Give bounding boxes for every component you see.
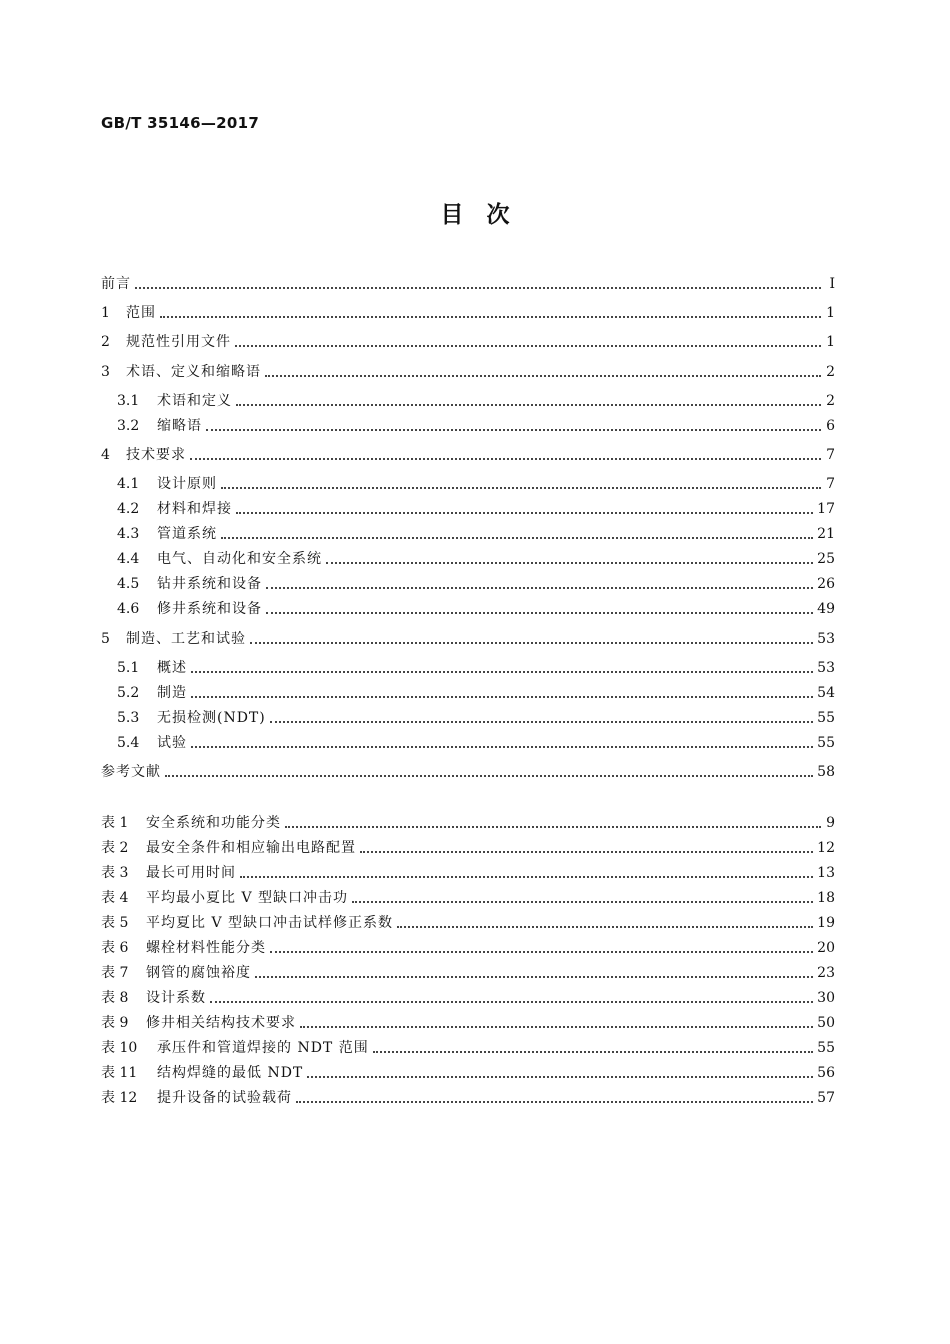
- toc-entry-number: 4.5: [117, 576, 140, 592]
- dot-leader: [191, 736, 813, 748]
- toc-entry-page: 9: [826, 815, 835, 831]
- toc-entry-number: 表 12: [101, 1090, 138, 1106]
- toc-entry-label: 钢管的腐蚀裕度: [146, 965, 251, 981]
- toc-entry[interactable]: [117, 474, 835, 494]
- toc-entry-page: Ⅰ: [829, 276, 835, 292]
- dot-leader: [255, 966, 813, 978]
- toc-entry[interactable]: [101, 1063, 835, 1083]
- dot-leader: [397, 916, 813, 928]
- toc-entry-number: 表 1: [101, 815, 129, 831]
- toc-entry-number: 表 4: [101, 890, 129, 906]
- dot-leader: [373, 1041, 813, 1053]
- toc-entry-number: 4.4: [117, 551, 140, 567]
- dot-leader: [352, 891, 813, 903]
- dot-leader: [300, 1016, 813, 1028]
- toc-entry[interactable]: [117, 391, 835, 411]
- toc-entry-page: 2: [826, 364, 835, 380]
- dot-leader: [240, 866, 813, 878]
- dot-leader: [221, 477, 821, 489]
- toc-entry-number: 表 6: [101, 940, 129, 956]
- toc-entry-label: 电气、自动化和安全系统: [157, 551, 322, 567]
- toc-entry[interactable]: [117, 499, 835, 519]
- toc-entry[interactable]: [101, 303, 835, 323]
- toc-entry-label: 试验: [157, 735, 187, 751]
- toc-entry[interactable]: [117, 574, 835, 594]
- toc-entry-page: 7: [826, 447, 835, 463]
- dot-leader: [160, 306, 821, 318]
- toc-entry-number: 5.1: [117, 660, 140, 676]
- toc-entry[interactable]: [101, 813, 835, 833]
- toc-entry-label: 设计系数: [146, 990, 206, 1006]
- dot-leader: [221, 527, 813, 539]
- dot-leader: [190, 448, 821, 460]
- toc-entry-page: 54: [817, 685, 835, 701]
- toc-entry[interactable]: [101, 445, 835, 465]
- toc-entry-label: 螺栓材料性能分类: [146, 940, 266, 956]
- toc-entry-label: 结构焊缝的最低 NDT: [157, 1065, 304, 1081]
- dot-leader: [296, 1091, 813, 1103]
- toc-entry-page: 57: [817, 1090, 835, 1106]
- toc-entry-page: 53: [817, 660, 835, 676]
- toc-entry-number: 5.4: [117, 735, 140, 751]
- toc-entry-label: 修井相关结构技术要求: [146, 1015, 296, 1031]
- dot-leader: [266, 602, 813, 614]
- dot-leader: [307, 1066, 813, 1078]
- toc-entry-label: 承压件和管道焊接的 NDT 范围: [157, 1040, 369, 1056]
- toc-entry-number: 表 5: [101, 915, 129, 931]
- toc-entry-page: 19: [817, 915, 835, 931]
- toc-entry-number: 表 8: [101, 990, 129, 1006]
- toc-entry[interactable]: [101, 762, 835, 782]
- toc-entry[interactable]: [101, 913, 835, 933]
- toc-entry-page: 23: [817, 965, 835, 981]
- toc-entry[interactable]: [117, 599, 835, 619]
- toc-entry-page: 55: [817, 710, 835, 726]
- toc-entry-page: 55: [817, 1040, 835, 1056]
- toc-entry-page: 25: [817, 551, 835, 567]
- toc-entry-page: 58: [817, 764, 835, 780]
- toc-entry[interactable]: [117, 658, 835, 678]
- toc-entry-label: 平均最小夏比 V 型缺口冲击功: [146, 890, 349, 906]
- toc-entry-number: 表 7: [101, 965, 129, 981]
- toc-entry-label: 钻井系统和设备: [157, 576, 262, 592]
- toc-entry-number: 4: [101, 447, 110, 463]
- toc-entry-page: 6: [826, 418, 835, 434]
- toc-entry[interactable]: [101, 362, 835, 382]
- toc-entry-label: 范围: [126, 305, 156, 321]
- dot-leader: [191, 661, 813, 673]
- dot-leader: [191, 686, 813, 698]
- toc-entry-number: 表 3: [101, 865, 129, 881]
- toc-entry[interactable]: [101, 938, 835, 958]
- toc-entry-number: 5: [101, 631, 110, 647]
- toc-entry-page: 49: [817, 601, 835, 617]
- toc-entry-label: 制造: [157, 685, 187, 701]
- dot-leader: [285, 816, 821, 828]
- toc-entry-label: 平均夏比 V 型缺口冲击试样修正系数: [146, 915, 394, 931]
- toc-entry-label: 设计原则: [157, 476, 217, 492]
- toc-entry-page: 1: [826, 334, 835, 350]
- toc-entry-number: 表 11: [101, 1065, 138, 1081]
- toc-entry-page: 17: [817, 501, 835, 517]
- dot-leader: [236, 502, 813, 514]
- dot-leader: [235, 335, 821, 347]
- toc-entry-number: 5.2: [117, 685, 140, 701]
- toc-entry-number: 4.2: [117, 501, 140, 517]
- toc-entry-page: 18: [817, 890, 835, 906]
- page-title: 目 次: [440, 202, 510, 228]
- toc-entry[interactable]: [101, 963, 835, 983]
- dot-leader: [206, 419, 821, 431]
- toc-entry-page: 26: [817, 576, 835, 592]
- toc-entry[interactable]: [117, 416, 835, 436]
- toc-entry[interactable]: [101, 274, 835, 294]
- toc-entry-page: 20: [817, 940, 835, 956]
- toc-entry-page: 50: [817, 1015, 835, 1031]
- toc-entry[interactable]: [101, 988, 835, 1008]
- toc-entry-number: 5.3: [117, 710, 140, 726]
- toc-entry-label: 修井系统和设备: [157, 601, 262, 617]
- toc-entry-number: 表 2: [101, 840, 129, 856]
- toc-entry-number: 4.1: [117, 476, 140, 492]
- toc-entry-page: 1: [826, 305, 835, 321]
- toc-entry-page: 2: [826, 393, 835, 409]
- toc-entry-number: 2: [101, 334, 110, 350]
- toc-entry[interactable]: [117, 549, 835, 569]
- toc-entry-label: 前言: [101, 276, 131, 292]
- toc-entry-page: 55: [817, 735, 835, 751]
- toc-entry-number: 表 9: [101, 1015, 129, 1031]
- toc-entry-label: 参考文献: [101, 764, 161, 780]
- toc-entry-number: 3.2: [117, 418, 140, 434]
- toc-entry[interactable]: [101, 1088, 835, 1108]
- dot-leader: [165, 765, 813, 777]
- toc-entry-number: 4.3: [117, 526, 140, 542]
- toc-entry-label: 最长可用时间: [146, 865, 236, 881]
- toc-entry-label: 管道系统: [157, 526, 217, 542]
- toc-entry[interactable]: [101, 1038, 835, 1058]
- toc-entry[interactable]: [101, 332, 835, 352]
- dot-leader: [360, 841, 813, 853]
- toc-entry-page: 21: [817, 526, 835, 542]
- toc-entry-label: 术语、定义和缩略语: [126, 364, 261, 380]
- toc-entry-label: 提升设备的试验载荷: [157, 1090, 292, 1106]
- toc-entry[interactable]: [101, 888, 835, 908]
- toc-entry[interactable]: [101, 1013, 835, 1033]
- toc-entry-label: 规范性引用文件: [126, 334, 231, 350]
- toc-entry[interactable]: [101, 863, 835, 883]
- dot-leader: [250, 632, 813, 644]
- toc-entry-page: 53: [817, 631, 835, 647]
- toc-entry-page: 13: [817, 865, 835, 881]
- dot-leader: [270, 941, 813, 953]
- toc-entry-label: 技术要求: [126, 447, 186, 463]
- toc-entry-label: 最安全条件和相应输出电路配置: [146, 840, 356, 856]
- dot-leader: [236, 394, 821, 406]
- toc-entry[interactable]: [117, 683, 835, 703]
- toc-entry-label: 制造、工艺和试验: [126, 631, 246, 647]
- toc-entry-label: 概述: [157, 660, 187, 676]
- toc-entry-number: 3: [101, 364, 110, 380]
- standard-code: GB/T 35146—2017: [101, 114, 260, 132]
- toc-entry[interactable]: [117, 733, 835, 753]
- toc-entry-page: 12: [817, 840, 835, 856]
- toc-entry[interactable]: [101, 838, 835, 858]
- dot-leader: [266, 577, 813, 589]
- toc-entry-page: 30: [817, 990, 835, 1006]
- toc-entry[interactable]: [101, 629, 835, 649]
- toc-entry-page: 56: [817, 1065, 835, 1081]
- dot-leader: [135, 277, 821, 289]
- toc-entry-number: 3.1: [117, 393, 140, 409]
- toc-entry-label: 材料和焊接: [157, 501, 232, 517]
- dot-leader: [210, 991, 813, 1003]
- toc-entry-page: 7: [826, 476, 835, 492]
- toc-entry-label: 安全系统和功能分类: [146, 815, 281, 831]
- toc-entry[interactable]: [117, 708, 835, 728]
- toc-entry-label: 无损检测(NDT): [157, 710, 266, 726]
- toc-entry-number: 1: [101, 305, 110, 321]
- toc-entry-number: 4.6: [117, 601, 140, 617]
- dot-leader: [265, 365, 821, 377]
- dot-leader: [326, 552, 813, 564]
- toc-entry[interactable]: [117, 524, 835, 544]
- toc-entry-label: 术语和定义: [157, 393, 232, 409]
- dot-leader: [270, 711, 813, 723]
- toc-entry-number: 表 10: [101, 1040, 138, 1056]
- toc-entry-label: 缩略语: [157, 418, 202, 434]
